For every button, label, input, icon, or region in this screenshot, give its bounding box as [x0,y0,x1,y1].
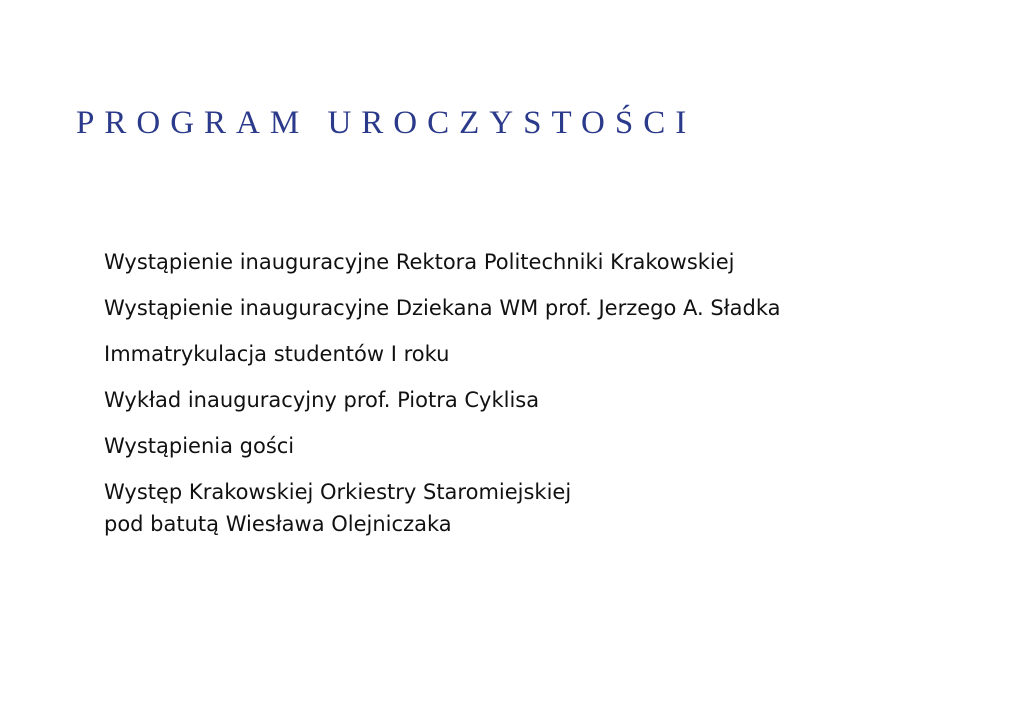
page-title: PROGRAM UROCZYSTOŚCI [76,105,697,141]
program-item-rector-speech [104,246,781,278]
program-item-text: Wykład inauguracyjny prof. Piotra Cyklisa [104,388,540,412]
program-item-text: Wystąpienie inauguracyjne Rektora Politechniki Krakowskiej [104,250,735,274]
program-item-inaugural-lecture [104,384,781,416]
program-item-text: Wystąpienie inauguracyjne Dziekana WM prof. Jerzego A. Sładka [104,296,781,320]
program-item-text: Wystąpienia gości [104,434,295,458]
program-item-guest-speeches [104,430,781,462]
program-list [104,246,781,554]
program-item-orchestra-performance [104,476,781,540]
program-item-text: Immatrykulacja studentów I roku [104,342,450,366]
program-item-text-line-1: Występ Krakowskiej Orkiestry Staromiejskiej [104,480,572,504]
program-item-matriculation [104,338,781,370]
program-item-dean-speech [104,292,781,324]
program-item-text-line-2: pod batutą Wiesława Olejniczaka [104,512,452,536]
